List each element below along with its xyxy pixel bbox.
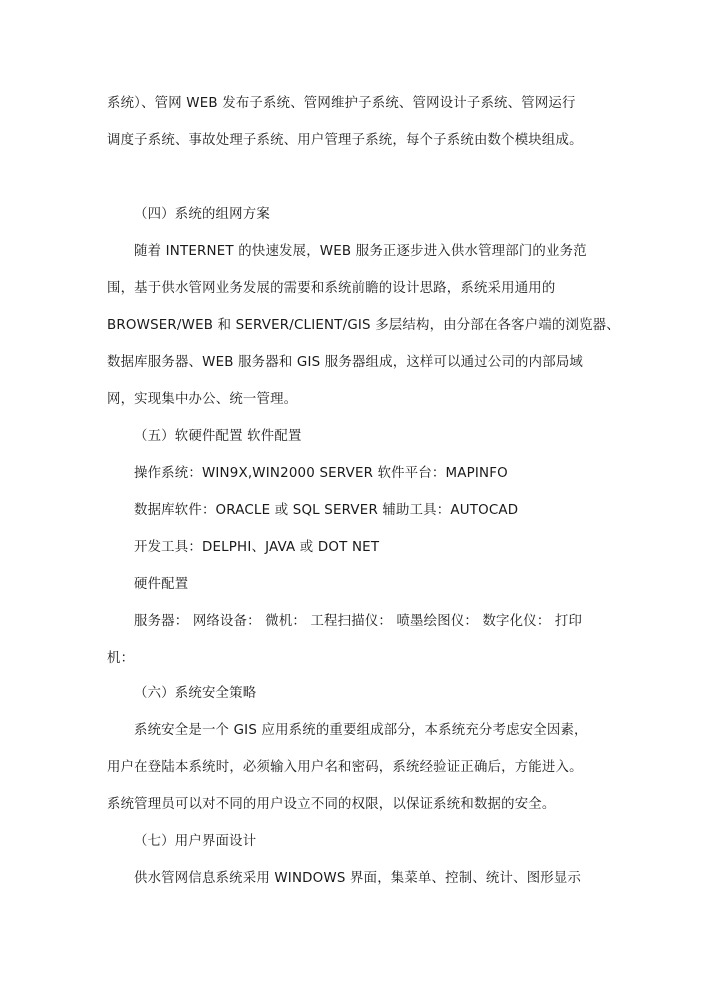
paragraph-line: 系统）、管网 WEB 发布子系统、管网维护子系统、管网设计子系统、管网运行 <box>107 96 576 111</box>
paragraph-line: 用户在登陆本系统时，必须输入用户名和密码，系统经验证正确后，方能进入。 <box>107 760 583 775</box>
paragraph-line: BROWSER/WEB 和 SERVER/CLIENT/GIS 多层结构，由分部在各客户端的浏览器、 <box>107 318 620 333</box>
paragraph-line: 系统管理员可以对不同的用户设立不同的权限，以保证系统和数据的安全。 <box>107 797 556 812</box>
paragraph-line: 网，实现集中办公、统一管理。 <box>107 392 298 407</box>
hardware-line: 机： <box>107 651 135 666</box>
paragraph-line: 调度子系统、事故处理子系统、用户管理子系统，每个子系统由数个模块组成。 <box>107 133 583 148</box>
software-db-line: 数据库软件：ORACLE 或 SQL SERVER 辅助工具：AUTOCAD <box>134 503 519 518</box>
section-heading-6: （六）系统安全策略 <box>134 686 257 701</box>
section-heading-7: （七）用户界面设计 <box>134 834 257 849</box>
section-heading-5: （五）软硬件配置 软件配置 <box>134 429 302 444</box>
hardware-title: 硬件配置 <box>134 577 189 592</box>
paragraph-line: 随着 INTERNET 的快速发展，WEB 服务正逐步进入供水管理部门的业务范 <box>134 244 587 259</box>
software-os-line: 操作系统：WIN9X,WIN2000 SERVER 软件平台：MAPINFO <box>134 466 508 481</box>
paragraph-line: 系统安全是一个 GIS 应用系统的重要组成部分，本系统充分考虑安全因素， <box>134 723 588 738</box>
section-heading-4: （四）系统的组网方案 <box>134 207 270 222</box>
hardware-line: 服务器： 网络设备： 微机： 工程扫描仪： 喷墨绘图仪： 数字化仪： 打印 <box>134 614 583 629</box>
paragraph-line: 供水管网信息系统采用 WINDOWS 界面，集菜单、控制、统计、图形显示 <box>134 871 582 886</box>
paragraph-line: 数据库服务器、WEB 服务器和 GIS 服务器组成，这样可以通过公司的内部局域 <box>107 355 583 370</box>
software-dev-line: 开发工具：DELPHI、JAVA 或 DOT NET <box>134 540 380 555</box>
paragraph-line: 围，基于供水管网业务发展的需要和系统前瞻的设计思路，系统采用通用的 <box>107 281 556 296</box>
